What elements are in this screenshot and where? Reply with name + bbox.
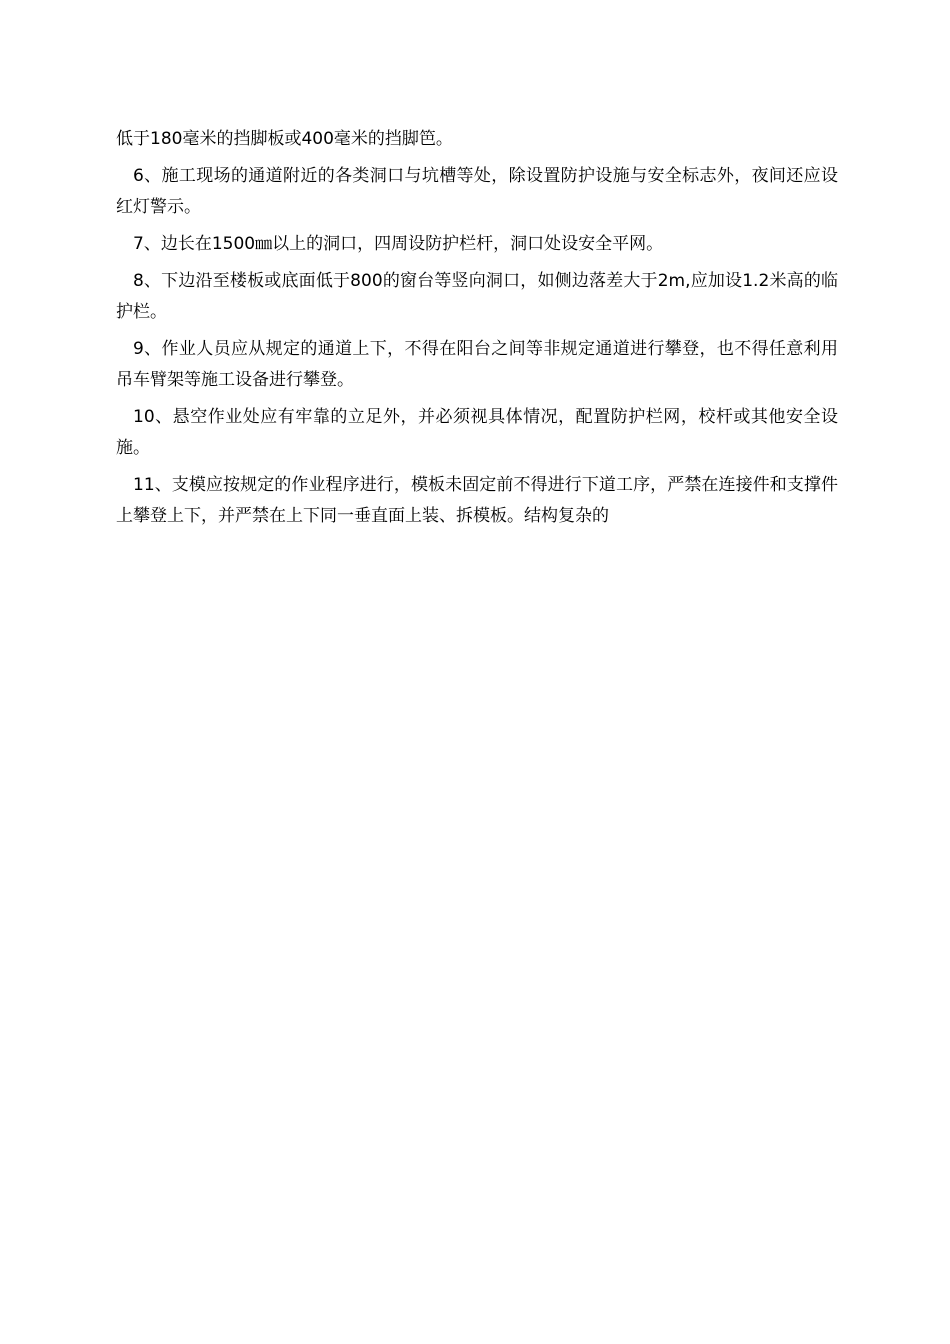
paragraph-item-7: 7、边长在1500㎜以上的洞口，四周设防护栏杆，洞口处设安全平网。: [133, 234, 664, 254]
paragraph-item-8: 8、下边沿至楼板或底面低于800的窗台等竖向洞口，如侧边落差大于2m,应加设1.2米高的临护栏。: [116, 271, 838, 322]
paragraph-item-10: 10、悬空作业处应有牢靠的立足外，并必须视具体情况，配置防护栏网，校杆或其他安全设施。: [116, 407, 838, 458]
paragraph-item-9: 9、作业人员应从规定的通道上下，不得在阳台之间等非规定通道进行攀登，也不得任意利用吊车臂架等施工设备进行攀登。: [116, 339, 838, 390]
paragraph-item-6: 6、施工现场的通道附近的各类洞口与坑槽等处，除设置防护设施与安全标志外，夜间还应设红灯警示。: [116, 166, 838, 217]
paragraph-continuation: 低于180毫米的挡脚板或400毫米的挡脚笆。: [116, 129, 453, 149]
paragraph-item-11: 11、支模应按规定的作业程序进行，模板未固定前不得进行下道工序，严禁在连接件和支撑件上攀登上下，并严禁在上下同一垂直面上装、拆模板。结构复杂的: [116, 475, 838, 526]
document-body: [116, 124, 838, 538]
